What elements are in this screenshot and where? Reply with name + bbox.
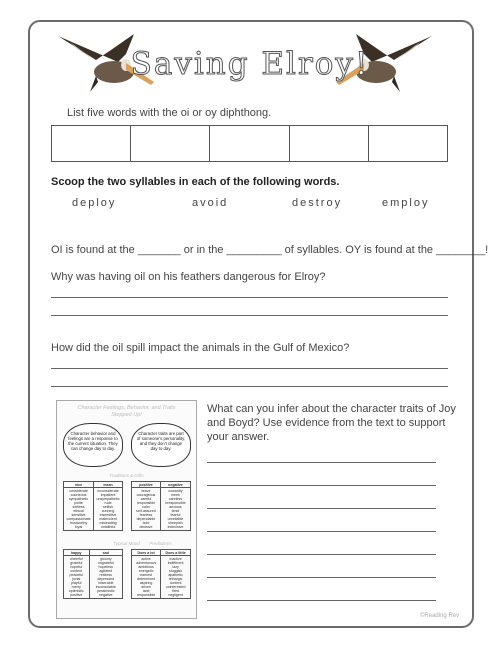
behavior-cloud: Character behavior and feelings are a response to the current situation. They can change day to day. [63, 423, 123, 467]
table-cell [161, 556, 191, 599]
blank-1[interactable]: _______ [137, 244, 181, 256]
trait-word: hopeless [98, 565, 113, 569]
word-box-3[interactable] [210, 126, 289, 162]
question-6-line-1: What can you infer about the character traits of Joy [207, 403, 456, 415]
word-box-1[interactable] [52, 126, 131, 162]
trait-word: impatient [100, 493, 116, 497]
trait-word: brave [141, 489, 151, 493]
question-6-line-2: and Boyd? Use evidence from the text to support [207, 417, 446, 429]
trait-word: irresponsible [165, 501, 186, 505]
trait-word: unfaithful [100, 525, 116, 529]
trait-word: pessimistic [96, 589, 115, 593]
trait-word: tired [172, 589, 180, 593]
trait-word: unsympathetic [96, 497, 120, 501]
trait-word: lethargic [168, 577, 183, 581]
trait-word: calm [142, 505, 150, 509]
table-cell [89, 556, 123, 599]
trait-word: cheerful [69, 557, 83, 561]
word-destroy: destroy [292, 197, 343, 209]
traits-table-positive-negative [131, 481, 191, 531]
word-box-2[interactable] [131, 126, 210, 162]
table-header: Does a lot [132, 550, 161, 556]
word-box-5[interactable] [368, 126, 447, 162]
section-label: Typical Mood [113, 541, 140, 546]
trait-word: loyal [74, 525, 83, 529]
word-employ: employ [382, 197, 430, 209]
question-5: How did the oil spill impact the animals in the Gulf of Mexico? [51, 342, 350, 354]
table-header: negative [160, 482, 190, 488]
trait-word: trustworthy [69, 521, 88, 525]
trait-word: selfless [72, 505, 85, 509]
trait-word: uninterested [165, 585, 186, 589]
trait-word: compassionate [66, 517, 91, 521]
question-1: List five words with the oi or oy diphthong. [67, 107, 272, 119]
trait-word: peaceful [69, 573, 84, 577]
trait-word: indifferent [167, 561, 184, 565]
trait-word: optimistic [68, 589, 84, 593]
trait-word: depressed [97, 577, 115, 581]
trait-word: content [70, 569, 83, 573]
trait-word: ambitious [138, 565, 154, 569]
trait-word: content [169, 581, 182, 585]
traits-cloud: Character traits are part of someone's personality, and they don't change day to day. [131, 423, 191, 467]
trait-word: sluggish [169, 569, 183, 573]
table-cell [94, 488, 123, 531]
trait-word: careless [168, 497, 183, 501]
answer-line[interactable] [207, 508, 436, 509]
table-cell [132, 488, 161, 531]
table-cell [64, 488, 94, 531]
trait-word: timid [171, 509, 180, 513]
trait-word: positive [70, 593, 83, 597]
table-header: happy [64, 550, 90, 556]
trait-word: bold [142, 521, 150, 525]
question-4: Why was having oil on his feathers dangerous for Elroy? [51, 271, 326, 283]
table-header: sad [89, 550, 123, 556]
trait-word: indecisive [167, 525, 184, 529]
trait-word: responsible [136, 501, 156, 505]
section-label: Traditions & Gifts [109, 473, 144, 478]
trait-word: cunning [101, 509, 115, 513]
trait-word: unreliable [167, 517, 184, 521]
word-box-4[interactable] [289, 126, 368, 162]
trait-word: rude [104, 501, 112, 505]
trait-word: earnest [140, 573, 153, 577]
trait-word: fearful [170, 513, 181, 517]
trait-word: gloomy [99, 557, 112, 561]
answer-line[interactable] [207, 485, 436, 486]
answer-line[interactable] [207, 577, 436, 578]
answer-line[interactable] [51, 297, 448, 298]
trait-word: lazy [172, 565, 179, 569]
trait-word: sheepish [168, 521, 183, 525]
copyright: ©Reading Rev [420, 613, 460, 619]
blank-3[interactable]: ________ [436, 244, 486, 256]
trait-word: inactive [169, 557, 182, 561]
question-3: OI is found at the _______ or in the _________ of syllables. OY is found at the ________! [51, 244, 489, 256]
question-6-line-3: your answer. [207, 431, 270, 443]
trait-word: sympathetic [68, 497, 89, 501]
trait-word: negligent [168, 593, 183, 597]
trait-word: jovial [72, 577, 81, 581]
trait-word: merry [71, 585, 81, 589]
trait-word: inconsolable [95, 585, 116, 589]
trait-word: aspiring [139, 581, 153, 585]
trait-word: energetic [138, 569, 154, 573]
trait-word: negative [98, 593, 113, 597]
trait-word: cowardly [168, 489, 183, 493]
trait-word: inconsiderate [97, 489, 119, 493]
table-header: positive [132, 482, 161, 488]
trait-word: restless [99, 573, 112, 577]
traits-table-effort [131, 549, 191, 599]
trait-word: decisive [139, 525, 153, 529]
trait-word: dependable [136, 517, 156, 521]
trait-word: avid [142, 589, 150, 593]
reference-title: Character Feelings, Behavior, and Traits Stepped Up! [77, 405, 176, 418]
answer-line[interactable] [207, 462, 436, 463]
word-deploy: deploy [72, 197, 117, 209]
section-label: Predictions [149, 541, 172, 546]
trait-word: hopeful [70, 565, 83, 569]
table-cell [64, 556, 90, 599]
trait-word: malevolent [99, 517, 117, 521]
trait-word: misleading [99, 521, 117, 525]
trait-word: miserable [97, 581, 114, 585]
trait-word: anxious [169, 505, 182, 509]
trait-word: active [141, 557, 151, 561]
character-traits-reference [56, 400, 197, 619]
trait-word: insensitive [99, 513, 117, 517]
trait-word: fearless [139, 513, 153, 517]
table-cell [132, 556, 161, 599]
worksheet-title: Saving Elroy! [130, 46, 370, 82]
trait-word: determined [137, 577, 156, 581]
trait-word: considerate [69, 489, 88, 493]
answer-line[interactable] [51, 368, 448, 369]
trait-word: ungrateful [97, 561, 114, 565]
blank-2[interactable]: _________ [226, 244, 282, 256]
trait-word: self-assured [136, 509, 156, 513]
trait-word: adventurous [136, 561, 156, 565]
trait-word: sensitive [71, 513, 86, 517]
question-2: Scoop the two syllables in each of the following words. [51, 176, 340, 188]
word-avoid: avoid [192, 197, 229, 209]
answer-line[interactable] [207, 531, 436, 532]
traits-table-happy-sad [63, 549, 123, 599]
trait-word: agitated [99, 569, 113, 573]
trait-word: grateful [70, 561, 83, 565]
trait-word: playful [71, 581, 82, 585]
trait-word: courteous [70, 493, 87, 497]
word-boxes [51, 125, 448, 162]
trait-word: selfish [102, 505, 114, 509]
table-header: mean [94, 482, 123, 488]
trait-word: courageous [136, 493, 156, 497]
trait-word: ethical [73, 509, 84, 513]
trait-word: responsible [136, 593, 156, 597]
answer-line[interactable] [207, 600, 436, 601]
table-cell [160, 488, 190, 531]
table-header: nice [64, 482, 94, 488]
trait-word: driven [141, 585, 151, 589]
trait-word: apathetic [168, 573, 183, 577]
answer-line[interactable] [207, 554, 436, 555]
table-header: Does a little [161, 550, 191, 556]
trait-word: meek [171, 493, 180, 497]
trait-word: polite [74, 501, 83, 505]
trait-word: careful [140, 497, 152, 501]
traits-table-nice-mean [63, 481, 123, 531]
answer-line[interactable] [51, 386, 448, 387]
answer-line[interactable] [51, 315, 448, 316]
